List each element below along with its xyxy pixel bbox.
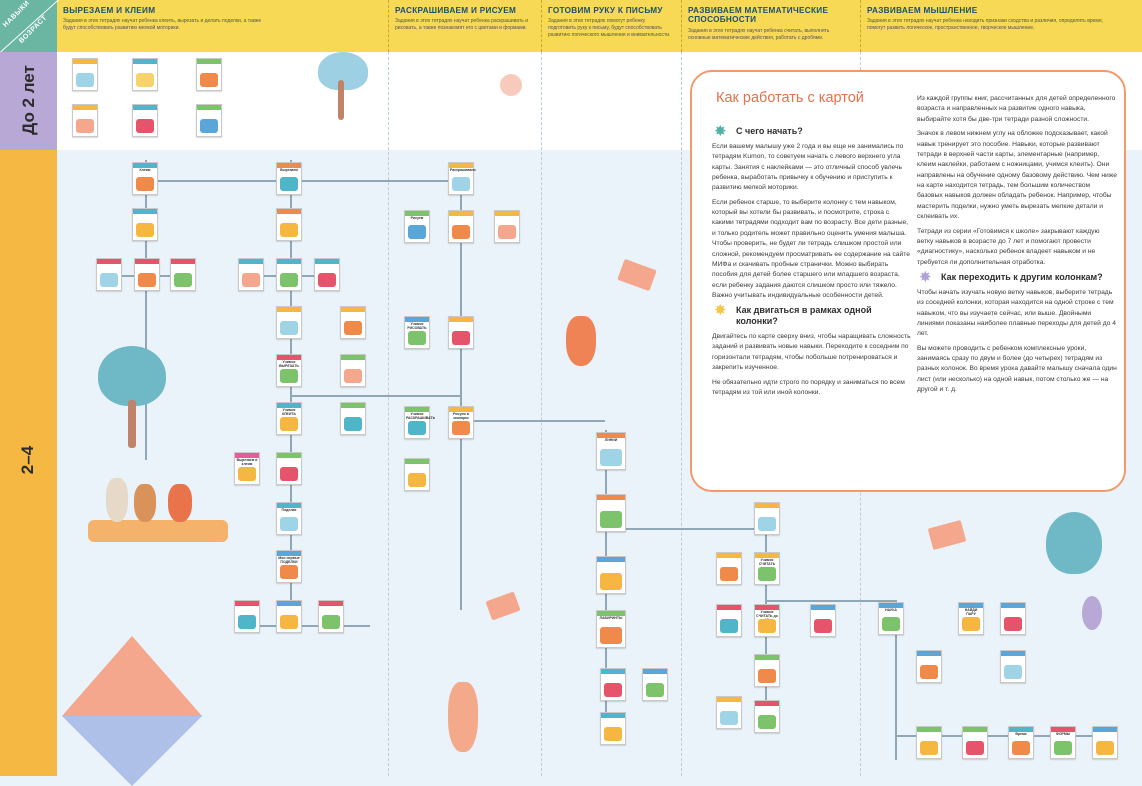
book-cover[interactable] bbox=[754, 502, 780, 535]
book-time[interactable] bbox=[1008, 726, 1034, 759]
book-cover[interactable] bbox=[340, 402, 366, 435]
column-title: РАСКРАШИВАЕМ И РИСУЕМ bbox=[395, 6, 517, 15]
book-cover[interactable] bbox=[134, 258, 160, 291]
column-title: РАЗВИВАЕМ МАТЕМАТИЧЕСКИЕ СПОСОБНОСТИ bbox=[688, 6, 829, 25]
book-cover[interactable] bbox=[276, 208, 302, 241]
book-cover[interactable] bbox=[276, 452, 302, 485]
path-line bbox=[605, 528, 765, 530]
book-cover[interactable] bbox=[596, 556, 626, 594]
star-icon: ✸ bbox=[919, 269, 932, 286]
book-title: Вырезаем bbox=[280, 168, 298, 172]
book-cover[interactable] bbox=[132, 104, 158, 137]
panel-title: Как работать с картой bbox=[716, 90, 864, 106]
book-mazes[interactable] bbox=[596, 610, 626, 648]
paragraph: Значок в левом нижнем углу на обложке подсказывает, какой навык тренирует это пособие. Навыки, которые развивают тетради в верхней части карты, элементарные (например, клеим наклейки, работаем с ножницами, учимся клеить). Они направлены на обучение одному базовому действию. Чем ниже на карте находится тетрадь, тем большим количеством базовых навыков должен обладать ребенок. Например, чтобы мастерить поделки, нужно уметь вырезать мелкие детали и склеивать их. bbox=[917, 130, 1117, 221]
panel-right-column bbox=[917, 94, 1117, 400]
tree-trunk bbox=[338, 80, 344, 120]
book-find-pair[interactable] bbox=[958, 602, 984, 635]
path-line bbox=[460, 420, 605, 422]
tree-crown bbox=[1046, 512, 1102, 574]
age-label: ВОЗРАСТ bbox=[18, 14, 49, 45]
column-description: Задания в этих тетрадях научат ребенка находить признаки сходства и различия, определять время, помогут развить логическое, пространственное, творческое мышление. bbox=[867, 18, 1103, 32]
book-title: Учимся СЧИТАТЬ до bbox=[756, 610, 778, 618]
column-separator bbox=[388, 52, 389, 776]
column-header-cut-glue bbox=[57, 0, 387, 52]
column-separator bbox=[541, 52, 542, 776]
fox-decoration bbox=[168, 484, 192, 522]
book-title: Учимся ВЫРЕЗАТЬ bbox=[279, 360, 299, 368]
paragraph: Не обязательно идти строго по порядку и заниматься по всем тетрадям из той или иной колонки. bbox=[712, 378, 905, 396]
fox-girl-decoration bbox=[448, 682, 478, 752]
column-title: ГОТОВИМ РУКУ К ПИСЬМУ bbox=[548, 6, 663, 15]
book-coloring[interactable] bbox=[448, 162, 474, 195]
path-line bbox=[765, 600, 895, 602]
column-header-bar bbox=[0, 0, 1142, 52]
book-cover[interactable] bbox=[276, 258, 302, 291]
bush-decoration bbox=[500, 74, 522, 96]
book-cover[interactable] bbox=[916, 726, 942, 759]
book-cover[interactable] bbox=[340, 306, 366, 339]
book-title: ЛАБИРИНТЫ bbox=[599, 616, 623, 620]
column-title: ВЫРЕЗАЕМ И КЛЕИМ bbox=[63, 6, 156, 15]
book-learn-glue[interactable] bbox=[276, 402, 302, 435]
paragraph: Если вашему малышу уже 2 года и вы еще не занимались по тетрадям Kumon, то советуем начать с левого верхнего угла карты. Занятия с наклейками — это отличный способ увлечь ребенка, выработать привычку к обучению и приступить к развитию мелкой моторики. bbox=[712, 142, 904, 192]
section-heading-other-columns bbox=[919, 269, 1117, 286]
book-cover[interactable] bbox=[716, 696, 742, 729]
book-cover[interactable] bbox=[72, 104, 98, 137]
column-header-writing bbox=[541, 0, 680, 52]
paragraph: Из каждой группы книг, рассчитанных для детей определенного возраста и направленных на развитие одного навыка, выбирайте хотя бы две-три тетради разной сложности. bbox=[917, 95, 1116, 123]
book-cover[interactable] bbox=[642, 668, 668, 701]
book-cover[interactable] bbox=[72, 58, 98, 91]
book-cover[interactable] bbox=[238, 258, 264, 291]
book-cover[interactable] bbox=[276, 600, 302, 633]
path-line bbox=[460, 180, 462, 610]
book-cover[interactable] bbox=[600, 668, 626, 701]
heading-text: С чего начать? bbox=[736, 126, 803, 136]
skills-label: НАВЫКИ bbox=[2, 0, 32, 29]
book-cover[interactable] bbox=[596, 494, 626, 532]
book-shapes[interactable] bbox=[1050, 726, 1076, 759]
book-cover[interactable] bbox=[916, 650, 942, 683]
book-title: Учимся РИСОВАТЬ bbox=[407, 322, 427, 330]
book-title: Учимся РАСКРАШИВАТЬ bbox=[406, 412, 436, 420]
book-title: Раскрашиваем bbox=[450, 168, 476, 172]
picnic-table bbox=[88, 520, 228, 542]
column-description: Задания в этих тетрадях научат ребенка считать, выполнять основные математические действия, работать с дробями. bbox=[688, 27, 830, 41]
star-icon: ✸ bbox=[714, 302, 727, 320]
book-title: Рисуем в зоопарке bbox=[453, 412, 469, 420]
paragraph: Двигайтесь по карте сверху вниз, чтобы наращивать сложность заданий и развивать новые навыки. Переходите к соседним по горизонтали тетрадям, чтобы побольше потренироваться и закрепить изученное. bbox=[712, 333, 911, 372]
path-line bbox=[290, 180, 460, 182]
book-crafts[interactable] bbox=[276, 502, 302, 535]
book-title: Клеим bbox=[139, 168, 151, 172]
book-cover[interactable] bbox=[448, 210, 474, 243]
book-glue[interactable] bbox=[132, 162, 158, 195]
paper-crane-decoration bbox=[485, 591, 520, 620]
book-title: Время bbox=[1015, 732, 1027, 736]
paper-crane-decoration bbox=[928, 520, 967, 550]
age-band-label: До 2 лет bbox=[18, 65, 38, 135]
book-cover[interactable] bbox=[276, 306, 302, 339]
book-draw[interactable] bbox=[404, 210, 430, 243]
book-count-to-10[interactable] bbox=[754, 604, 780, 637]
book-title: НАЙДИ ПАРУ bbox=[964, 608, 978, 616]
book-cover[interactable] bbox=[132, 208, 158, 241]
book-cover[interactable] bbox=[1000, 602, 1026, 635]
section-heading-start bbox=[714, 123, 912, 140]
path-line bbox=[145, 180, 290, 182]
book-title: ЛИНИИ bbox=[604, 438, 618, 442]
book-cut[interactable] bbox=[276, 162, 302, 195]
book-cover[interactable] bbox=[96, 258, 122, 291]
book-cover[interactable] bbox=[754, 700, 780, 733]
path-line bbox=[290, 395, 460, 397]
column-header-math bbox=[681, 0, 859, 52]
star-icon: ✸ bbox=[714, 123, 727, 140]
book-cover[interactable] bbox=[314, 258, 340, 291]
paragraph: Вы можете проводить с ребенком комплексные уроки, занимаясь сразу по двум и более (до четырех) тетрадям из разных колонок. Во время урока давайте малышу сначала один лист (или несколько) на одной навык, потом столько же — на другой и т. д. bbox=[917, 344, 1117, 394]
paper-crane-decoration bbox=[617, 259, 656, 291]
book-learn-draw[interactable] bbox=[404, 316, 430, 349]
book-lines[interactable] bbox=[596, 432, 626, 470]
book-learn-cut[interactable] bbox=[276, 354, 302, 387]
book-title: ФОРМЫ bbox=[1055, 732, 1071, 736]
book-first-crafts[interactable] bbox=[276, 550, 302, 583]
column-title: РАЗВИВАЕМ МЫШЛЕНИЕ bbox=[867, 6, 978, 15]
book-cover[interactable] bbox=[716, 604, 742, 637]
book-zoo-draw[interactable] bbox=[448, 406, 474, 439]
book-cover[interactable] bbox=[318, 600, 344, 633]
bear-decoration bbox=[134, 484, 156, 522]
column-separator bbox=[681, 52, 682, 776]
paragraph: Тетради из серии «Готовимся к школе» закрывают каждую ветку навыков в возрасте до 7 лет и помогают провести «диагностику», насколько ребенок владеет навыком и не требуется ли дополнительная отработка. bbox=[917, 227, 1100, 266]
book-cover[interactable] bbox=[962, 726, 988, 759]
column-description: Задания в этих тетрадях научат ребенка раскрашивать и рисовать, а также познакомят его с цветами и формами. bbox=[395, 18, 529, 32]
heading-text: Как двигаться в рамках одной колонки? bbox=[736, 305, 872, 327]
book-cover[interactable] bbox=[234, 600, 260, 633]
book-title: Рисуем bbox=[410, 216, 424, 220]
header-corner bbox=[0, 0, 57, 52]
plant-decoration bbox=[1082, 596, 1102, 630]
book-cover[interactable] bbox=[170, 258, 196, 291]
book-title: Поделки bbox=[281, 508, 297, 512]
age-band-2-4 bbox=[0, 150, 57, 776]
kite-bottom bbox=[62, 716, 202, 786]
fox-reading-decoration bbox=[566, 316, 596, 366]
column-description: Задания в этих тетрадях помогут ребенку подготовить руку к письму, будут способствовать развитию логического мышления и внимательности. bbox=[548, 18, 671, 38]
bunny-decoration bbox=[106, 478, 128, 522]
tree-crown bbox=[98, 346, 166, 406]
paragraph: Чтобы начать изучать новую ветку навыков, выберите тетрадь из соседней колонки, которая находится на одной строке с тем навыком, что вы изучаете сейчас, или выше. Двойными линиями показаны наиболее плавные переходы для детей до 4 лет. bbox=[917, 288, 1116, 338]
book-learn-color[interactable] bbox=[404, 406, 436, 439]
book-science[interactable] bbox=[878, 602, 904, 635]
heading-text: Как переходить к другим колонкам? bbox=[941, 272, 1103, 282]
book-cover[interactable] bbox=[494, 210, 520, 243]
book-cover[interactable] bbox=[1000, 650, 1026, 683]
book-cover[interactable] bbox=[196, 104, 222, 137]
book-cover[interactable] bbox=[810, 604, 836, 637]
book-cover[interactable] bbox=[132, 58, 158, 91]
panel-left-column bbox=[712, 122, 912, 402]
path-line bbox=[145, 160, 147, 460]
book-title: НАУКА bbox=[885, 608, 897, 612]
book-cover[interactable] bbox=[716, 552, 742, 585]
column-header-color-draw bbox=[388, 0, 540, 52]
age-band-under-2 bbox=[0, 52, 57, 150]
book-cover[interactable] bbox=[196, 58, 222, 91]
age-band-label: 2–4 bbox=[18, 445, 38, 475]
book-cover[interactable] bbox=[448, 316, 474, 349]
section-heading-column bbox=[714, 302, 912, 327]
tree-trunk bbox=[128, 400, 136, 448]
book-title: Мои первые ПОДЕЛКИ bbox=[278, 556, 300, 564]
book-cover[interactable] bbox=[600, 712, 626, 745]
book-title: Учимся СЧИТАТЬ bbox=[758, 558, 776, 566]
path-line bbox=[250, 625, 370, 627]
book-cut-glue[interactable] bbox=[234, 452, 260, 485]
column-description: Задания в этих тетрадях научат ребенка клеить, вырезать и делать поделки, а также будут способствовать развитию мелкой моторики. bbox=[63, 18, 262, 32]
book-title: Вырезаем и клеим bbox=[236, 458, 258, 466]
book-cover[interactable] bbox=[340, 354, 366, 387]
kite-top bbox=[62, 636, 202, 716]
paragraph: Если ребенок старше, то выберите колонку с тем навыком, который вы хотели бы развивать, и посмотрите, строка с какими тетрадями подходит вам по возрасту. Все дети разные, и только родитель может правильно оценить умения малыша. Чтобы проверить, не будет ли тетрадь слишком простой или сложной, рекомендуем просматривать ее содержание на сайте МИФа и скачивать пробные странички. Можно выбирать пособия для детей более старшего или младшего возраста, если ребенку задания даются слишком просто или тяжело. Важно учитывать индивидуальные особенности детей. bbox=[712, 198, 910, 300]
book-title: Учимся КЛЕИТЬ bbox=[281, 408, 297, 416]
book-cover[interactable] bbox=[1092, 726, 1118, 759]
column-header-thinking bbox=[860, 0, 1142, 52]
book-cover[interactable] bbox=[754, 654, 780, 687]
book-learn-count[interactable] bbox=[754, 552, 780, 585]
info-panel bbox=[690, 70, 1126, 492]
book-cover[interactable] bbox=[404, 458, 430, 491]
